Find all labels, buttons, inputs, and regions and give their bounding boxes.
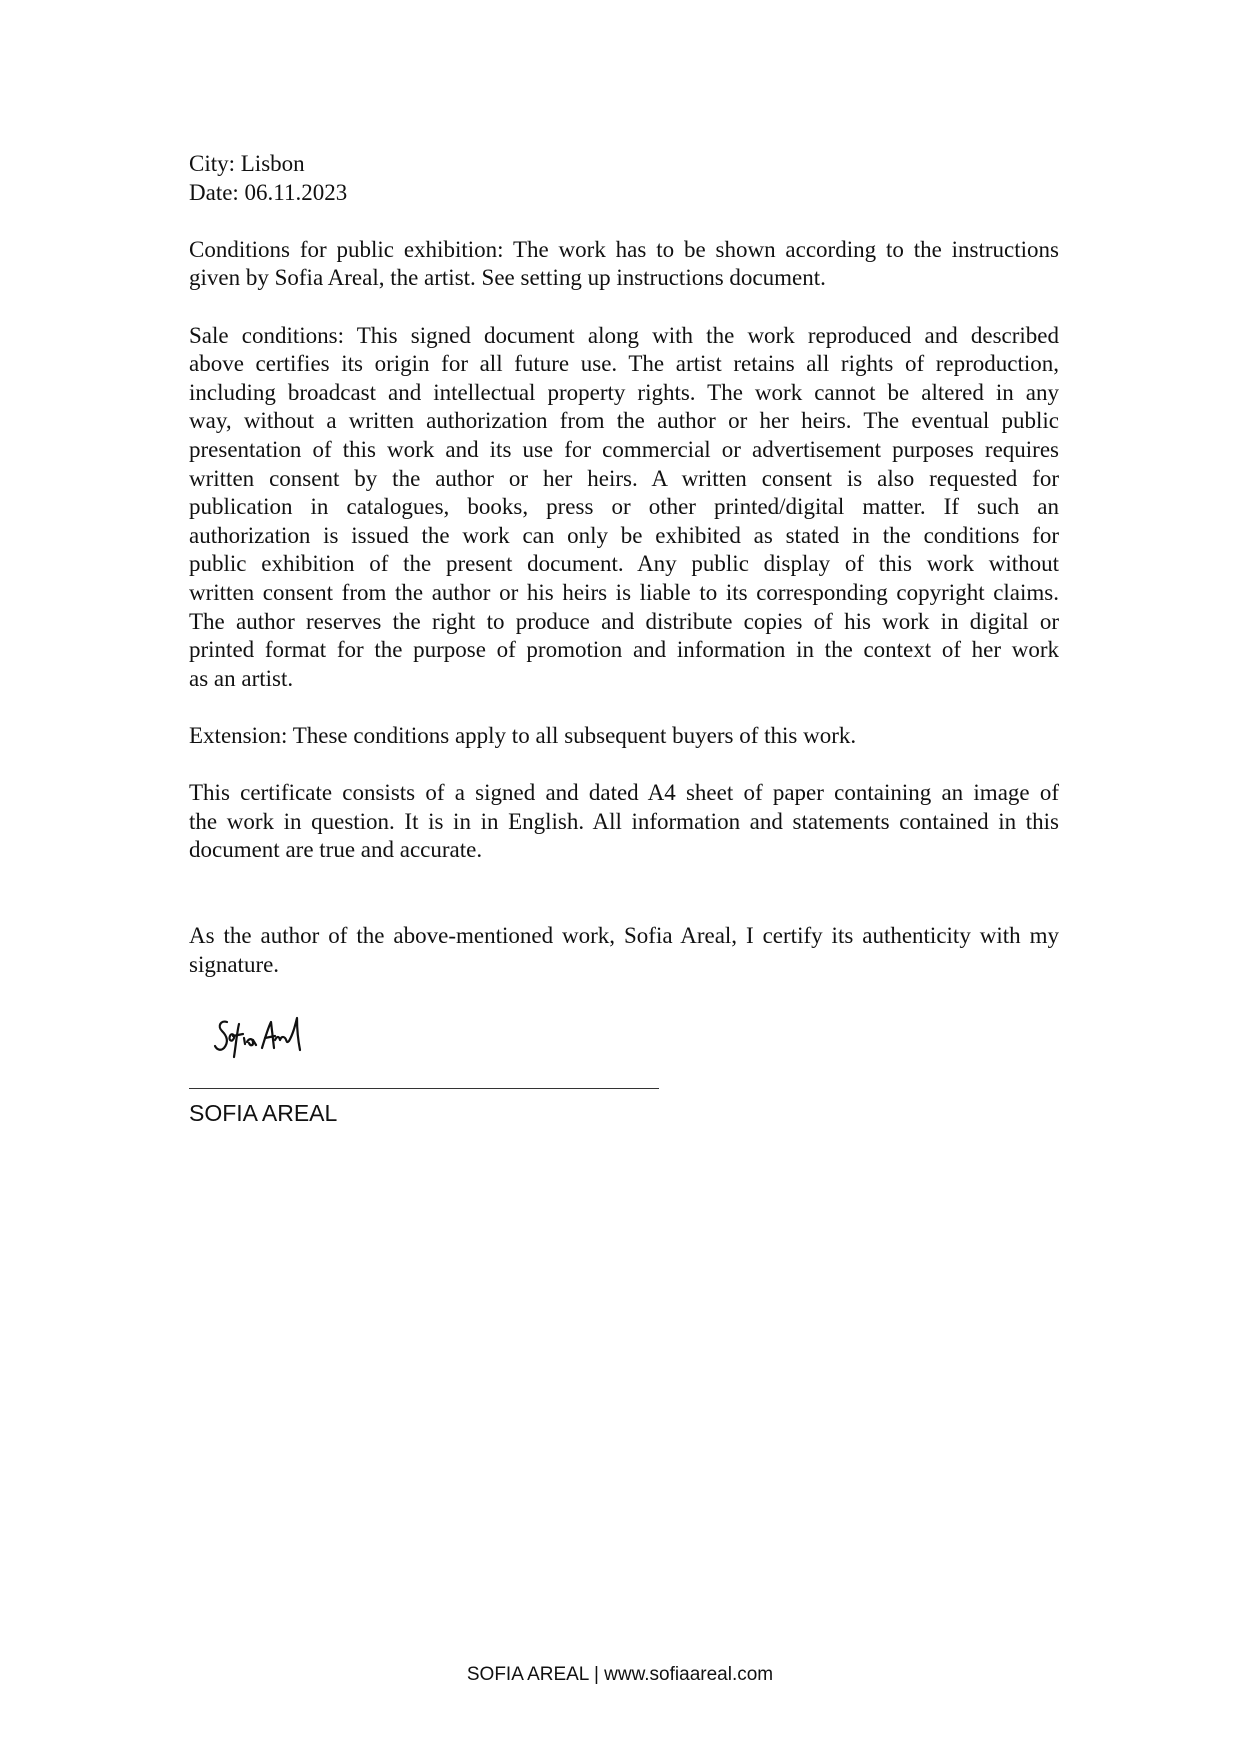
location-date-block — [189, 150, 1059, 207]
signature-line — [189, 1088, 659, 1089]
text-line: document are true and accurate. — [189, 837, 483, 863]
text-line: This certificate consists of a signed and dated A4 sheet of paper containing an image of — [189, 780, 1059, 806]
sale-conditions-paragraph — [189, 322, 1059, 694]
text-line: publication in catalogues, books, press or other printed/digital matter. If such an — [189, 494, 1059, 520]
spacer — [189, 893, 1059, 922]
handwritten-signature-icon — [213, 1010, 333, 1070]
text-line: given by Sofia Areal, the artist. See setting up instructions document. — [189, 265, 826, 291]
extension-paragraph — [189, 722, 1059, 751]
document-body — [189, 150, 1059, 1008]
date-line: Date: 06.11.2023 — [189, 179, 348, 205]
certification-statement-paragraph — [189, 922, 1059, 979]
text-line: Sale conditions: This signed document along with the work reproduced and described — [189, 322, 1059, 348]
text-line: written consent from the author or his heirs is liable to its corresponding copyright claims. — [189, 579, 1059, 605]
city-line: City: Lisbon — [189, 151, 305, 176]
text-line: presentation of this work and its use for commercial or advertisement purposes requires — [189, 436, 1059, 462]
text-line: As the author of the above-mentioned work, Sofia Areal, I certify its authenticity with my — [189, 923, 1059, 949]
text-line: written consent by the author or her heirs. A written consent is also requested for — [189, 465, 1059, 491]
text-line: printed format for the purpose of promotion and information in the context of her work — [189, 637, 1059, 663]
page-footer: SOFIA AREAL | www.sofiaareal.com — [466, 1664, 774, 1685]
text-line: authorization is issued the work can only be exhibited as stated in the conditions for — [189, 522, 1059, 548]
text-line: Conditions for public exhibition: The work has to be shown according to the instructions — [189, 236, 1059, 262]
text-line: signature. — [189, 951, 280, 977]
text-line: above certifies its origin for all future use. The artist retains all rights of reproduction, — [189, 351, 1059, 377]
text-line: as an artist. — [189, 665, 294, 691]
text-line: the work in question. It is in in English. All information and statements contained in this — [189, 808, 1059, 834]
text-line: Extension: These conditions apply to all subsequent buyers of this work. — [189, 722, 857, 748]
text-line: public exhibition of the present document. Any public display of this work without — [189, 551, 1059, 577]
text-line: including broadcast and intellectual property rights. The work cannot be altered in any — [189, 379, 1059, 405]
signatory-name: SOFIA AREAL — [189, 1100, 338, 1126]
text-line: way, without a written authorization from the author or her heirs. The eventual public — [189, 408, 1059, 434]
text-line: The author reserves the right to produce and distribute copies of his work in digital or — [189, 608, 1059, 634]
exhibition-conditions-paragraph — [189, 236, 1059, 293]
certificate-description-paragraph — [189, 779, 1059, 865]
